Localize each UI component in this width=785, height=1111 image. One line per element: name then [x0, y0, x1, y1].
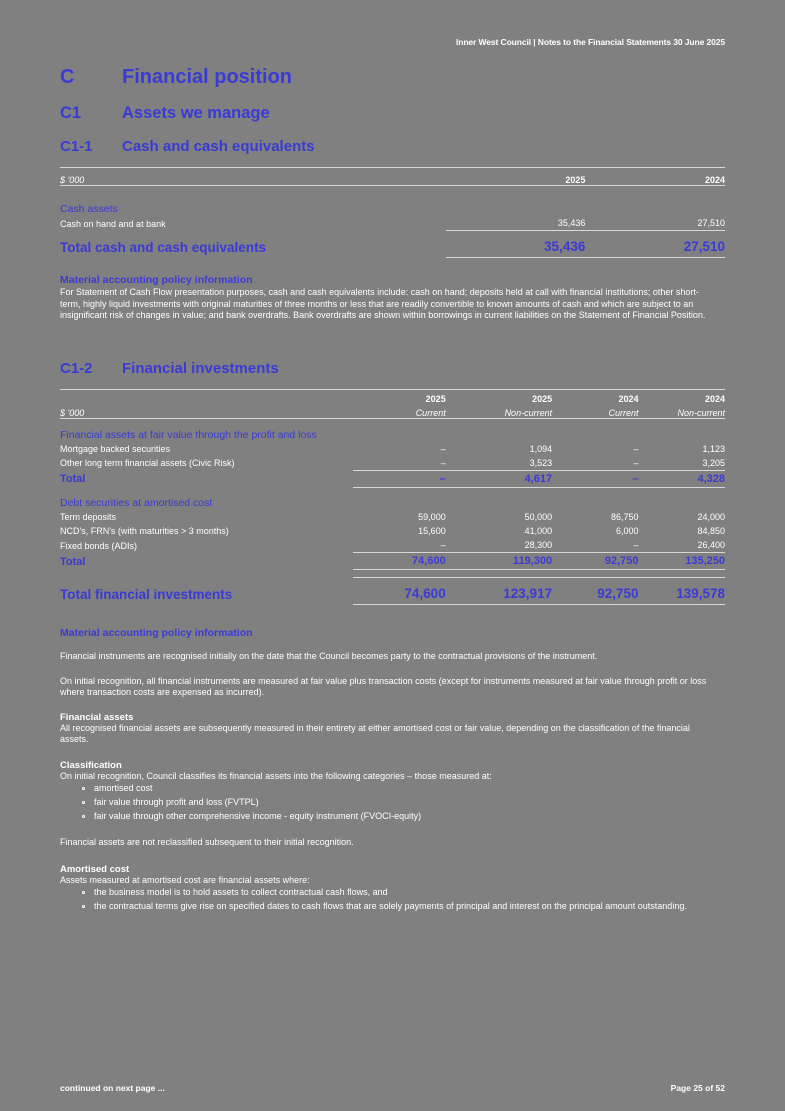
row-label: Term deposits — [60, 512, 117, 522]
column-header-type-4: Non-current — [677, 407, 725, 418]
units-label: $ '000 — [60, 407, 85, 418]
row-label: Mortgage backed securities — [60, 443, 171, 454]
row-label: Fixed bonds (ADIs) — [60, 540, 138, 551]
row-value: 15,600 — [418, 526, 446, 536]
spacer — [60, 186, 725, 194]
total-value: 135,250 — [639, 553, 725, 570]
row-value: 6,000 — [616, 526, 639, 536]
section-title: Assets we manage — [122, 104, 270, 122]
list-item: fair value through other comprehensive income - equity instrument (FVOCI-equity) — [94, 810, 725, 823]
row-value-2024: 27,510 — [585, 216, 725, 231]
row-value: 50,000 — [524, 512, 553, 522]
row-label: Cash on hand and at bank — [60, 218, 166, 229]
document-header: Inner West Council | Notes to the Financial Statements 30 June 2025 — [455, 37, 725, 47]
column-header-2024: 2024 — [704, 175, 725, 185]
total-value: 119,300 — [446, 553, 552, 570]
financial-investments-table — [60, 389, 725, 606]
row-value: – — [440, 540, 446, 550]
policy-paragraph-cash: For Statement of Cash Flow presentation purposes, cash and cash equivalents include: cash on hand; deposits held at call with financial institutions; other short-term, highly liquid investments with original maturities of three months or less that are readily convertible to known amounts of cash and which are subject to an insignificant risk of changes in value; and bank overdrafts. Bank overdrafts are shown within borrowings in current liabilities on the Statement of Financial Position. — [60, 287, 706, 320]
list-item: the business model is to hold assets to collect contractual cash flows, and — [94, 886, 725, 899]
row-value: 24,000 — [697, 512, 725, 522]
total-value: 74,600 — [353, 553, 446, 570]
row-value: – — [633, 540, 639, 550]
table-row — [60, 456, 725, 471]
paragraph-no-reclassification: Financial assets are not reclassified subsequent to their initial recognition. — [60, 837, 354, 847]
footer-page-number: Page 25 of 52 — [670, 1083, 725, 1093]
table-row — [60, 538, 725, 553]
section-heading-c — [60, 66, 725, 89]
grand-total-value: 92,750 — [552, 578, 638, 605]
total-value-2025: 35,436 — [446, 231, 586, 258]
table-row — [60, 442, 725, 456]
subheading-amortised-cost: Amortised cost — [60, 863, 130, 875]
cash-and-cash-equivalents-table — [60, 167, 725, 258]
section-number: C1 — [60, 104, 82, 122]
total-label: Total cash and cash equivalents — [60, 239, 267, 255]
section-title: Financial position — [122, 66, 293, 88]
table-grand-total-row — [60, 578, 725, 605]
policy-heading-investments: Material accounting policy information — [60, 627, 253, 639]
column-header-type-2: Non-current — [504, 407, 553, 418]
column-header-2025: 2025 — [565, 175, 586, 185]
column-header-year-4: 2024 — [704, 393, 725, 404]
row-value: – — [633, 457, 639, 468]
row-value: – — [633, 443, 639, 454]
table-row — [60, 216, 725, 231]
total-value: 92,750 — [552, 553, 638, 570]
table-subtotal-row — [60, 470, 725, 487]
table-group-cash-assets — [60, 193, 725, 216]
grand-total-label: Total financial investments — [60, 586, 233, 602]
row-value: 28,300 — [524, 540, 553, 550]
classification-bullet-list — [60, 782, 725, 823]
spacer — [60, 258, 725, 268]
footer-continued-label: continued on next page ... — [60, 1083, 165, 1093]
policy-heading-cash: Material accounting policy information — [60, 274, 253, 286]
section-number: C — [60, 66, 75, 88]
row-label: Other long term financial assets (Civic Risk) — [60, 458, 235, 468]
list-item: amortised cost — [94, 782, 725, 795]
table-total-row — [60, 231, 725, 258]
row-value: 3,205 — [702, 457, 725, 468]
row-value: – — [440, 443, 446, 454]
group-label: Cash assets — [60, 203, 118, 215]
section-heading-c1-2 — [60, 360, 725, 377]
subheading-classification: Classification — [60, 759, 122, 771]
subheading-financial-assets: Financial assets — [60, 711, 134, 723]
row-value: 59,000 — [418, 512, 446, 522]
section-number: C1-1 — [60, 138, 93, 155]
paragraph-classification: On initial recognition, Council classifies its financial assets into the following categories – those measured at: — [60, 770, 492, 781]
row-value: 1,123 — [702, 443, 725, 454]
column-header-year-3: 2024 — [618, 393, 639, 404]
section-heading-c1-1 — [60, 138, 725, 155]
spacer — [60, 332, 725, 360]
total-value: – — [353, 470, 446, 487]
list-item: the contractual terms give rise on specified dates to cash flows that are solely payments of principal and interest on the principal amount outstanding. — [94, 900, 725, 913]
column-header-year-1: 2025 — [425, 393, 446, 404]
grand-total-value: 74,600 — [353, 578, 446, 605]
total-value-2024: 27,510 — [585, 231, 725, 258]
column-header-type-3: Current — [608, 407, 639, 418]
spacer — [60, 640, 725, 651]
row-label: NCD's, FRN's (with maturities > 3 months) — [60, 526, 229, 536]
row-value: 26,400 — [697, 540, 725, 550]
table-subtotal-row — [60, 553, 725, 570]
table-header-row — [60, 168, 725, 186]
row-value: 3,523 — [529, 457, 553, 468]
row-value: 1,094 — [529, 443, 553, 454]
row-value-2025: 35,436 — [446, 216, 586, 231]
policy-paragraph-initial-measurement: On initial recognition, all financial instruments are measured at fair value plus transaction costs (except for instruments measured at fair value through profit or loss where transaction costs are expensed as incurred). — [60, 675, 707, 697]
table-header-row-year — [60, 389, 725, 404]
table-header-row-type — [60, 404, 725, 419]
column-header-year-2: 2025 — [532, 393, 553, 404]
total-value: – — [552, 470, 638, 487]
policy-paragraph-recognition: Financial instruments are recognised initially on the date that the Council becomes party to the contractual provisions of the instrument. — [60, 651, 598, 661]
total-label: Total — [60, 473, 86, 485]
table-group-debt-securities — [60, 487, 725, 510]
total-value: 4,617 — [446, 470, 552, 487]
total-label: Total — [60, 555, 86, 568]
section-heading-c1 — [60, 104, 725, 123]
spacer — [60, 824, 725, 837]
grand-total-value: 139,578 — [639, 578, 725, 605]
paragraph-financial-assets: All recognised financial assets are subsequently measured in their entirety at either amortised cost or fair value, depending on the classification of the financial assets. — [60, 722, 690, 744]
units-label: $ '000 — [60, 175, 85, 185]
paragraph-amortised-cost: Assets measured at amortised cost are financial assets where: — [60, 874, 310, 885]
section-number: C1-2 — [60, 359, 93, 377]
table-row — [60, 524, 725, 538]
row-value: 84,850 — [697, 526, 725, 536]
table-row — [60, 510, 725, 524]
list-item: fair value through profit and loss (FVTPL) — [94, 796, 725, 809]
amortised-cost-bullet-list — [60, 886, 725, 913]
column-header-type-1: Current — [415, 407, 446, 418]
row-value: 86,750 — [611, 512, 639, 522]
section-title: Financial investments — [122, 359, 279, 377]
total-value: 4,328 — [639, 470, 725, 487]
row-value: 41,000 — [524, 526, 553, 536]
group-label: Debt securities at amortised cost — [60, 497, 213, 509]
table-group-fvtpl — [60, 418, 725, 442]
grand-total-value: 123,917 — [446, 578, 552, 605]
row-value: – — [440, 457, 446, 468]
section-title: Cash and cash equivalents — [122, 138, 315, 155]
document-footer — [60, 1083, 725, 1093]
spacer — [60, 570, 725, 578]
group-label: Financial assets at fair value through the profit and loss — [60, 428, 317, 441]
spacer — [60, 605, 725, 627]
